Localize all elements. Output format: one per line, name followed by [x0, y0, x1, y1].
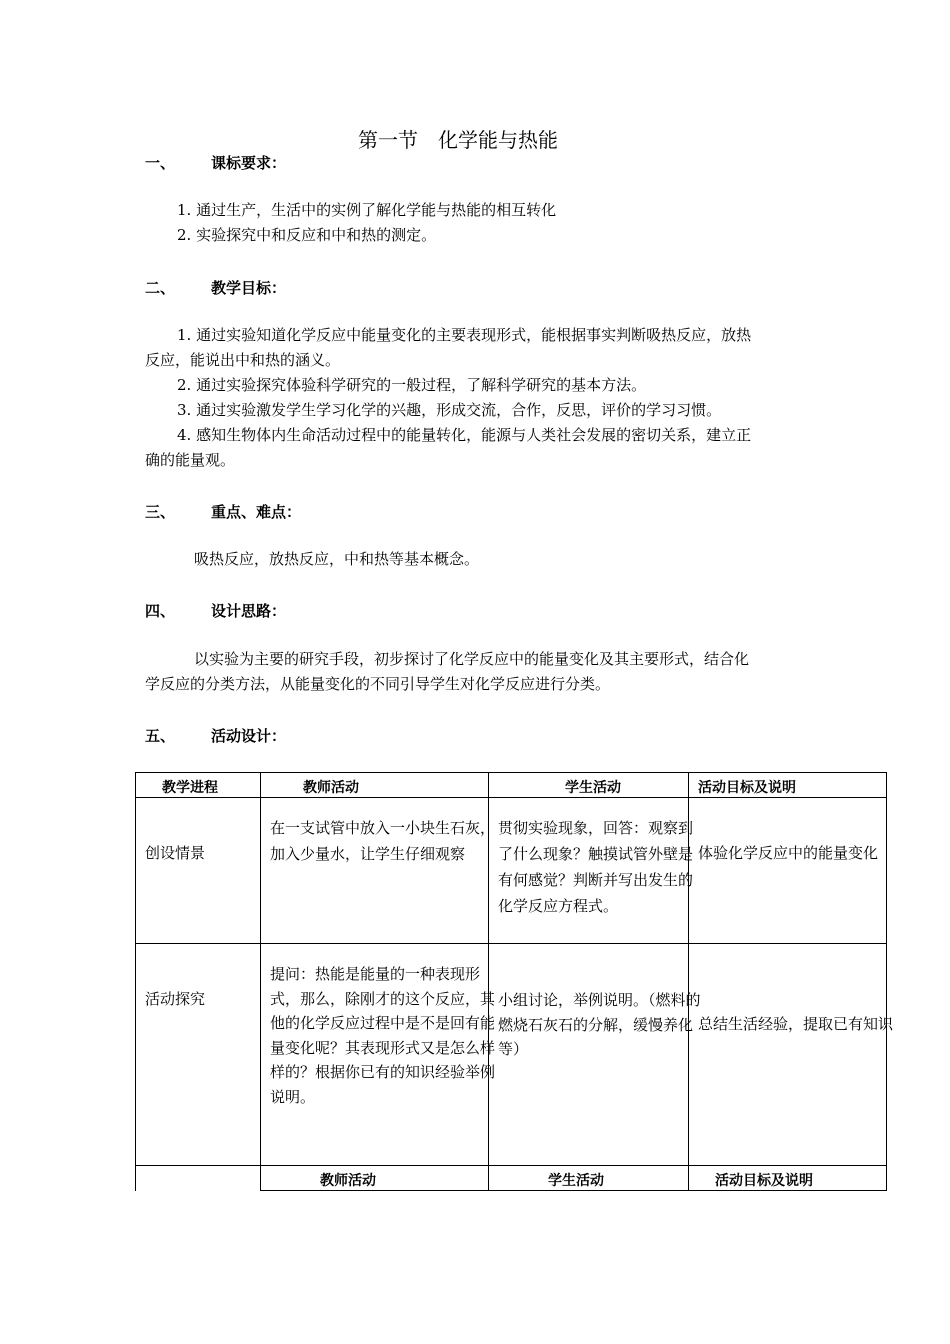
goal-cell: 体验化学反应中的能量变化 — [689, 798, 887, 944]
section-number: 五、 — [145, 727, 176, 745]
section-heading-2 — [145, 277, 445, 299]
teacher-activity-cell: 在一支试管中放入一小块生石灰，加入少量水，让学生仔细观察 — [261, 798, 489, 944]
section-title: 活动设计： — [211, 727, 287, 745]
design-idea-line: 学反应的分类方法，从能量变化的不同引导学生对化学反应进行分类。 — [145, 675, 611, 693]
section-number: 四、 — [145, 602, 176, 620]
table-row — [136, 944, 887, 1166]
table-header-cell: 教师活动 — [261, 773, 489, 798]
section-title: 设计思路： — [211, 602, 287, 620]
table-footer-cell: 教师活动 — [261, 1166, 489, 1191]
section-title: 教学目标： — [211, 279, 287, 297]
objective-line: 1. 通过实验知道化学反应中能量变化的主要表现形式，能根据事实判断吸热反应，放热 — [177, 326, 752, 344]
design-idea-line: 以实验为主要的研究手段，初步探讨了化学反应中的能量变化及其主要形式，结合化 — [194, 650, 750, 668]
standard-item: 2. 实验探究中和反应和中和热的测定。 — [177, 226, 437, 244]
table-header-row — [136, 773, 887, 798]
activity-table — [135, 772, 894, 1191]
stage-cell: 活动探究 — [136, 944, 261, 1166]
objective-line: 3. 通过实验激发学生学习化学的兴趣，形成交流，合作，反思，评价的学习习惯。 — [177, 401, 722, 419]
key-points-text: 吸热反应，放热反应，中和热等基本概念。 — [194, 550, 480, 568]
section-title: 重点、难点： — [211, 503, 302, 521]
page-title: 第一节 化学能与热能 — [358, 128, 558, 152]
student-activity-cell: 贯彻实验现象，回答：观察到了什么现象？触摸试管外壁是有何感觉？判断并写出发生的化学反应方程式。 — [489, 798, 689, 944]
table-footer-row — [136, 1166, 887, 1191]
table-footer-cell: 活动目标及说明 — [689, 1166, 887, 1191]
standard-item: 1. 通过生产，生活中的实例了解化学能与热能的相互转化 — [177, 201, 557, 219]
objective-line: 2. 通过实验探究体验科学研究的一般过程，了解科学研究的基本方法。 — [177, 376, 647, 394]
section-number: 一、 — [145, 154, 176, 172]
objective-line: 反应，能说出中和热的涵义。 — [145, 351, 341, 369]
section-heading-3 — [145, 501, 445, 523]
empty-cell — [136, 1166, 261, 1191]
teacher-activity-cell: 提问：热能是能量的一种表现形式，那么，除刚才的这个反应，其他的化学反应过程中是不是回有能量变化呢？其表现形式又是怎么样样的？根据你已有的知识经验举例说明。 — [261, 944, 489, 1166]
table-header-cell: 学生活动 — [489, 773, 689, 798]
section-title: 课标要求： — [211, 154, 287, 172]
objective-line: 4. 感知生物体内生命活动过程中的能量转化，能源与人类社会发展的密切关系，建立正 — [177, 426, 752, 444]
objective-line: 确的能量观。 — [145, 451, 236, 469]
table-footer-cell: 学生活动 — [489, 1166, 689, 1191]
section-heading-1 — [145, 152, 445, 174]
table-header-cell: 教学进程 — [136, 773, 261, 798]
table-header-cell: 活动目标及说明 — [689, 773, 887, 798]
table-row — [136, 798, 887, 944]
section-number: 三、 — [145, 503, 176, 521]
section-heading-4 — [145, 600, 445, 622]
section-heading-5 — [145, 725, 445, 747]
section-number: 二、 — [145, 279, 176, 297]
stage-cell: 创设情景 — [136, 798, 261, 944]
goal-cell: 总结生活经验，提取已有知识 — [689, 944, 887, 1166]
student-activity-cell: 小组讨论，举例说明。（燃料的燃烧石灰石的分解，缓慢养化等） — [489, 944, 689, 1166]
